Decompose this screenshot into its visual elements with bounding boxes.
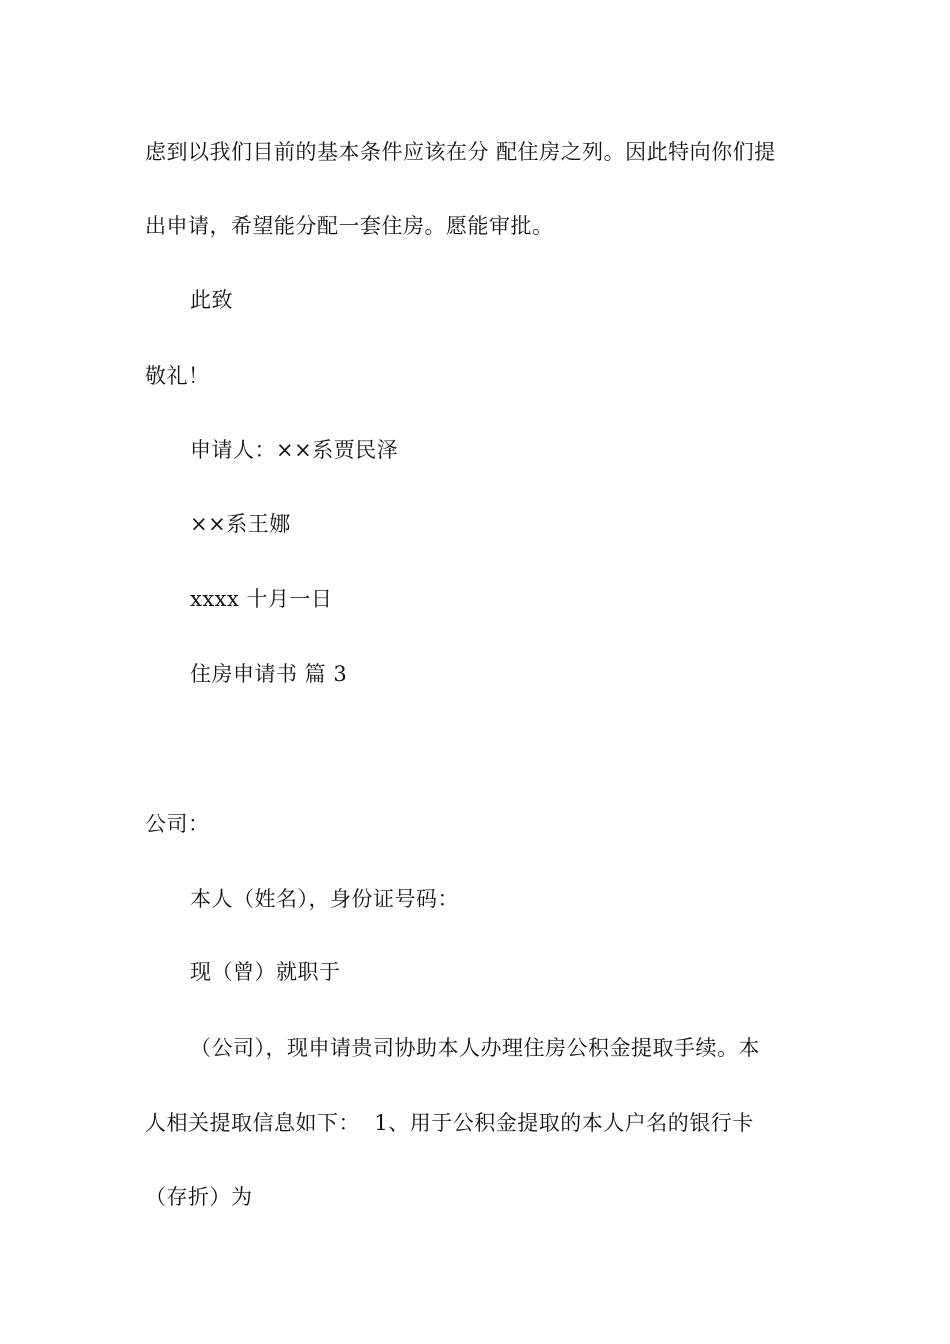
paragraph-line: 出申请，希望能分配一套住房。愿能审批。 (145, 214, 554, 238)
date-line: xxxx 十月一日 (190, 587, 333, 611)
paragraph-line: 现（曾）就职于 (190, 960, 341, 984)
paragraph-line: 人相关提取信息如下： 1、用于公积金提取的本人户名的银行卡 (145, 1111, 754, 1135)
section-heading: 住房申请书 篇 3 (190, 662, 348, 686)
paragraph-line: （存折）为 (145, 1185, 253, 1209)
paragraph-line: （公司），现申请贵司协助本人办理住房公积金提取手续。本 (190, 1036, 760, 1060)
applicant-line: 申请人：××系贾民泽 (190, 438, 399, 462)
applicant-line: ××系王娜 (190, 512, 291, 536)
closing-regards: 敬礼！ (145, 364, 210, 388)
closing-salutation: 此致 (190, 288, 233, 312)
addressee-line: 公司： (145, 812, 210, 836)
paragraph-line: 本人（姓名），身份证号码： (190, 887, 459, 911)
paragraph-line: 虑到以我们目前的基本条件应该在分 配住房之列。因此特向你们提 (145, 140, 776, 164)
